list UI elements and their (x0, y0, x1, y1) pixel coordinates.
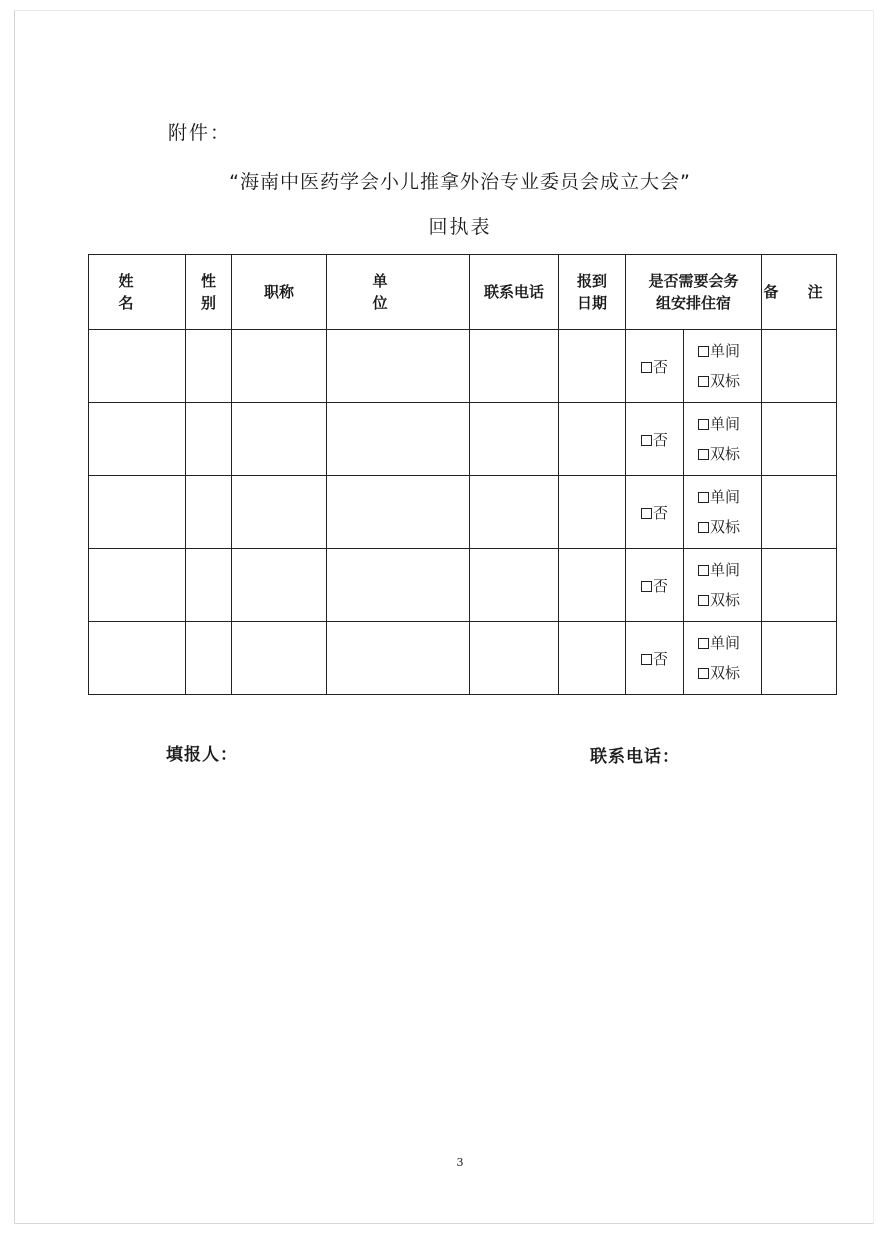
lodging-room-options (684, 622, 762, 695)
checkbox-double-room[interactable] (698, 449, 709, 460)
option-label-single: 单间 (710, 415, 741, 433)
cell-phone[interactable] (470, 403, 559, 476)
checkbox-single-room[interactable] (698, 492, 709, 503)
cell-unit[interactable] (327, 330, 470, 403)
cell-note[interactable] (762, 476, 837, 549)
option-label-single: 单间 (710, 634, 741, 652)
cell-job-title[interactable] (232, 476, 327, 549)
lodging-no-option (626, 476, 684, 549)
cell-note[interactable] (762, 549, 837, 622)
table-row (89, 622, 837, 695)
header-job-title: 职称 (232, 255, 327, 330)
cell-job-title[interactable] (232, 403, 327, 476)
checkbox-double-room[interactable] (698, 522, 709, 533)
option-label-no: 否 (652, 649, 668, 668)
cell-name[interactable] (89, 403, 186, 476)
cell-note[interactable] (762, 403, 837, 476)
header-name: 姓 名 (89, 255, 186, 330)
lodging-room-options (684, 330, 762, 403)
table-row (89, 476, 837, 549)
table-row (89, 330, 837, 403)
checkbox-double-room[interactable] (698, 668, 709, 679)
attachment-label: 附件： (168, 122, 232, 144)
cell-gender[interactable] (186, 476, 232, 549)
header-lodging: 是否需要会务 组安排住宿 (626, 255, 762, 330)
option-label-single: 单间 (710, 561, 741, 579)
cell-unit[interactable] (327, 622, 470, 695)
filler-label: 填报人： (166, 745, 238, 765)
cell-phone[interactable] (470, 549, 559, 622)
cell-job-title[interactable] (232, 622, 327, 695)
lodging-no-option (626, 622, 684, 695)
cell-name[interactable] (89, 330, 186, 403)
contact-phone-label: 联系电话： (590, 747, 680, 767)
cell-job-title[interactable] (232, 549, 327, 622)
option-label-double: 双标 (710, 445, 741, 463)
header-phone: 联系电话 (470, 255, 559, 330)
checkbox-no[interactable] (641, 435, 652, 446)
cell-gender[interactable] (186, 549, 232, 622)
checkbox-single-room[interactable] (698, 346, 709, 357)
table-row (89, 403, 837, 476)
option-label-no: 否 (652, 503, 668, 522)
cell-phone[interactable] (470, 330, 559, 403)
cell-date[interactable] (559, 330, 626, 403)
checkbox-single-room[interactable] (698, 638, 709, 649)
table-header-row (89, 255, 837, 330)
option-label-single: 单间 (710, 488, 741, 506)
cell-unit[interactable] (327, 403, 470, 476)
checkbox-no[interactable] (641, 362, 652, 373)
cell-job-title[interactable] (232, 330, 327, 403)
lodging-room-options (684, 476, 762, 549)
cell-note[interactable] (762, 330, 837, 403)
page-number: 3 (456, 1156, 464, 1169)
document-title: “海南中医药学会小儿推拿外治专业委员会成立大会” (229, 171, 691, 193)
cell-gender[interactable] (186, 622, 232, 695)
table-row (89, 549, 837, 622)
header-unit: 单 位 (327, 255, 470, 330)
option-label-double: 双标 (710, 518, 741, 536)
option-label-double: 双标 (710, 664, 741, 682)
cell-unit[interactable] (327, 476, 470, 549)
option-label-double: 双标 (710, 372, 741, 390)
option-label-single: 单间 (710, 342, 741, 360)
checkbox-no[interactable] (641, 581, 652, 592)
receipt-table (88, 254, 837, 695)
checkbox-single-room[interactable] (698, 419, 709, 430)
lodging-no-option (626, 403, 684, 476)
option-label-no: 否 (652, 576, 668, 595)
option-label-no: 否 (652, 357, 668, 376)
cell-gender[interactable] (186, 403, 232, 476)
header-date: 报到 日期 (559, 255, 626, 330)
option-label-double: 双标 (710, 591, 741, 609)
cell-name[interactable] (89, 549, 186, 622)
cell-name[interactable] (89, 622, 186, 695)
cell-gender[interactable] (186, 330, 232, 403)
cell-date[interactable] (559, 403, 626, 476)
option-label-no: 否 (652, 430, 668, 449)
cell-phone[interactable] (470, 476, 559, 549)
header-note: 备 注 (762, 255, 837, 330)
cell-phone[interactable] (470, 622, 559, 695)
lodging-room-options (684, 549, 762, 622)
cell-date[interactable] (559, 549, 626, 622)
lodging-room-options (684, 403, 762, 476)
header-gender: 性 别 (186, 255, 232, 330)
cell-date[interactable] (559, 622, 626, 695)
checkbox-no[interactable] (641, 508, 652, 519)
cell-name[interactable] (89, 476, 186, 549)
checkbox-double-room[interactable] (698, 595, 709, 606)
document-subtitle: 回执表 (428, 216, 492, 238)
checkbox-single-room[interactable] (698, 565, 709, 576)
cell-date[interactable] (559, 476, 626, 549)
checkbox-no[interactable] (641, 654, 652, 665)
cell-note[interactable] (762, 622, 837, 695)
table-body (89, 330, 837, 695)
lodging-no-option (626, 330, 684, 403)
cell-unit[interactable] (327, 549, 470, 622)
lodging-no-option (626, 549, 684, 622)
checkbox-double-room[interactable] (698, 376, 709, 387)
